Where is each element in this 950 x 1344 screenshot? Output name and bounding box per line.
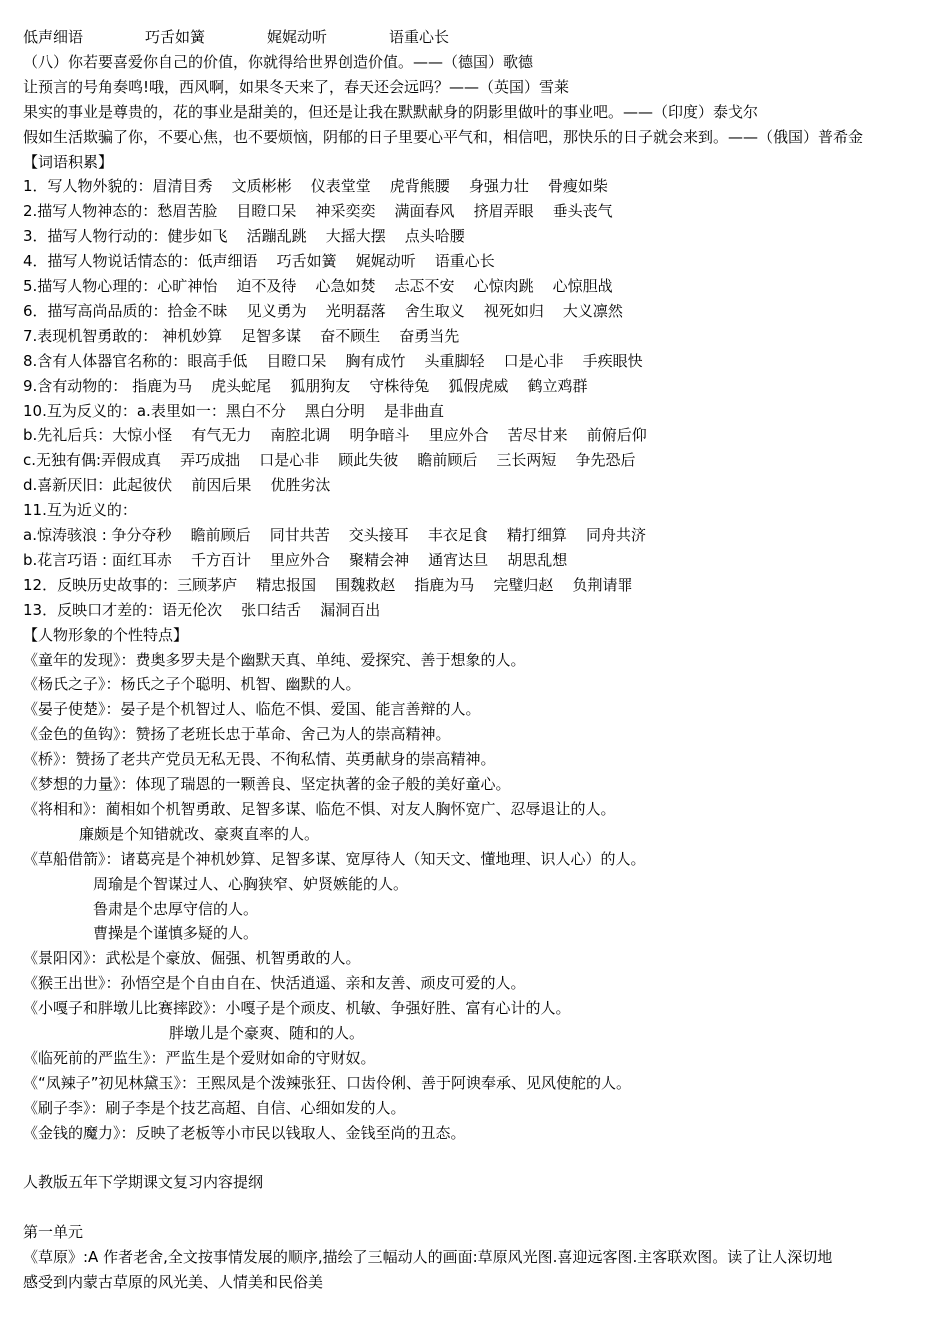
text-line: 曹操是个谨慎多疑的人。 [93,924,259,943]
text-line: 《晏子使楚》：晏子是个机智过人、临危不惧、爱国、能言善辩的人。 [23,700,481,719]
text-line: 《草船借箭》：诸葛亮是个神机妙算、足智多谋、宽厚待人（知天文、懂地理、识人心）的人。 [23,849,646,868]
text-line: 《将相和》：蔺相如个机智勇敢、足智多谋、临危不惧、对友人胸怀宽广、忍辱退让的人。 [23,799,616,818]
text-line: 鲁肃是个忠厚守信的人。 [93,899,259,918]
text-line: b.花言巧语 : 面红耳赤 千方百计 里应外合 聚精会神 通宵达旦 胡思乱想 [23,550,568,569]
text-line: 廉颇是个知错就改、豪爽直率的人。 [79,824,320,843]
text-line: 感受到内蒙古草原的风光美、人情美和民俗美 [23,1273,324,1291]
text-line: d.喜新厌旧：此起彼伏 前因后果 优胜劣汰 [23,476,331,495]
text-line: （八）你若要喜爱你自己的价值，你就得给世界创造价值。——（德国）歌德 [23,52,534,71]
text-line: 《刷子李》：刷子李是个技艺高超、自信、心细如发的人。 [23,1098,406,1117]
text-line: 《梦想的力量》：体现了瑞恩的一颗善良、坚定执著的金子般的美好童心。 [23,775,511,793]
text-line: 《猴王出世》：孙悟空是个自由自在、快活逍遥、亲和友善、顽皮可爱的人。 [23,974,526,993]
text-line: 1．写人物外貌的：眉清目秀 文质彬彬 仪表堂堂 虎背熊腰 身强力壮 骨瘦如柴 [23,177,608,196]
text-line: 《小嘎子和胖墩儿比赛摔跤》：小嘎子是个顽皮、机敏、争强好胜、富有心计的人。 [23,999,571,1018]
text-line: 周瑜是个智谋过人、心胸狭窄、妒贤嫉能的人。 [93,874,409,893]
text-line: 《草原》:A 作者老舍,全文按事情发展的顺序,描绘了三幅动人的画面:草原风光图.喜迎远客图.主客联欢图。读了让人深切地 [23,1248,833,1267]
text-line: 【词语积累】 [23,152,114,171]
text-line: c.无独有偶:弄假成真 弄巧成拙 口是心非 顾此失彼 瞻前顾后 三长两短 争先恐后 [23,451,636,470]
text-line: b.先礼后兵：大惊小怪 有气无力 南腔北调 明争暗斗 里应外合 苦尽甘来 前俯后仰 [23,426,647,445]
text-line: 7.表现机智勇敢的： 神机妙算 足智多谋 奋不顾生 奋勇当先 [23,326,460,345]
text-line: 《景阳冈》：武松是个豪放、倔强、机智勇敢的人。 [23,949,361,968]
text-line: 9.含有动物的： 指鹿为马 虎头蛇尾 狐朋狗友 守株待兔 狐假虎威 鹤立鸡群 [23,376,588,395]
text-line: 《金钱的魔力》：反映了老板等小市民以钱取人、金钱至尚的丑态。 [23,1123,466,1142]
text-line: 10.互为反义的：a.表里如一：黑白不分 黑白分明 是非曲直 [23,401,444,420]
text-line: 《“凤辣子”初见林黛玉》：王熙凤是个泼辣张狂、口齿伶俐、善于阿谀奉承、见风使舵的人。 [23,1073,632,1092]
text-line: 12．反映历史故事的：三顾茅庐 精忠报国 围魏救赵 指鹿为马 完璧归赵 负荆请罪 [23,575,633,594]
text-line: 4．描写人物说话情态的：低声细语 巧舌如簧 娓娓动听 语重心长 [23,252,495,271]
text-line: 第一单元 [23,1223,84,1242]
text-line: 胖墩儿是个豪爽、随和的人。 [169,1024,365,1042]
text-line: 11.互为近义的： [23,501,137,520]
text-line: 13．反映口才差的：语无伦次 张口结舌 漏洞百出 [23,600,381,619]
text-line: 【人物形象的个性特点】 [23,625,189,644]
text-line: 2.描写人物神态的：愁眉苦脸 目瞪口呆 神采奕奕 满面春风 挤眉弄眼 垂头丧气 [23,202,613,221]
text-line: 人教版五年下学期课文复习内容提纲 [23,1173,264,1192]
text-line: 5.描写人物心理的：心旷神怡 迫不及待 心急如焚 忐忑不安 心惊肉跳 心惊胆战 [23,277,613,295]
text-line: 6．描写高尚品质的：拾金不昧 见义勇为 光明磊落 舍生取义 视死如归 大义凛然 [23,301,623,320]
text-line: a.惊涛骇浪 : 争分夺秒 瞻前顾后 同甘共苦 交头接耳 丰衣足食 精打细算 同舟共济 [23,526,646,544]
text-line: 8.含有人体器官名称的：眼高手低 目瞪口呆 胸有成竹 头重脚轻 口是心非 手疾眼快 [23,351,643,370]
text-line: 《童年的发现》：费奥多罗夫是个幽默天真、单纯、爱探究、善于想象的人。 [23,650,526,669]
text-line: 《金色的鱼钩》：赞扬了老班长忠于革命、舍己为人的崇高精神。 [23,725,451,744]
text-line: 果实的事业是尊贵的，花的事业是甜美的，但还是让我在默默献身的阴影里做叶的事业吧。——（印度）泰戈尔 [23,102,759,121]
text-line: 让预言的号角奏鸣!哦，西风啊，如果冬天来了，春天还会远吗？——（英国）雪莱 [23,77,570,96]
text-line: 低声细语 巧舌如簧 娓娓动听 语重心长 [23,28,449,46]
text-line: 《桥》：赞扬了老共产党员无私无畏、不徇私情、英勇献身的崇高精神。 [23,750,496,769]
text-line: 《杨氏之子》：杨氏之子个聪明、机智、幽默的人。 [23,675,361,694]
text-line: 3．描写人物行动的：健步如飞 活蹦乱跳 大摇大摆 点头哈腰 [23,227,465,246]
text-line: 《临死前的严监生》：严监生是个爱财如命的守财奴。 [23,1048,376,1067]
text-line: 假如生活欺骗了你，不要心焦，也不要烦恼，阴郁的日子里要心平气和，相信吧，那快乐的日子就会来到。——（俄国）普希金 [23,127,864,146]
